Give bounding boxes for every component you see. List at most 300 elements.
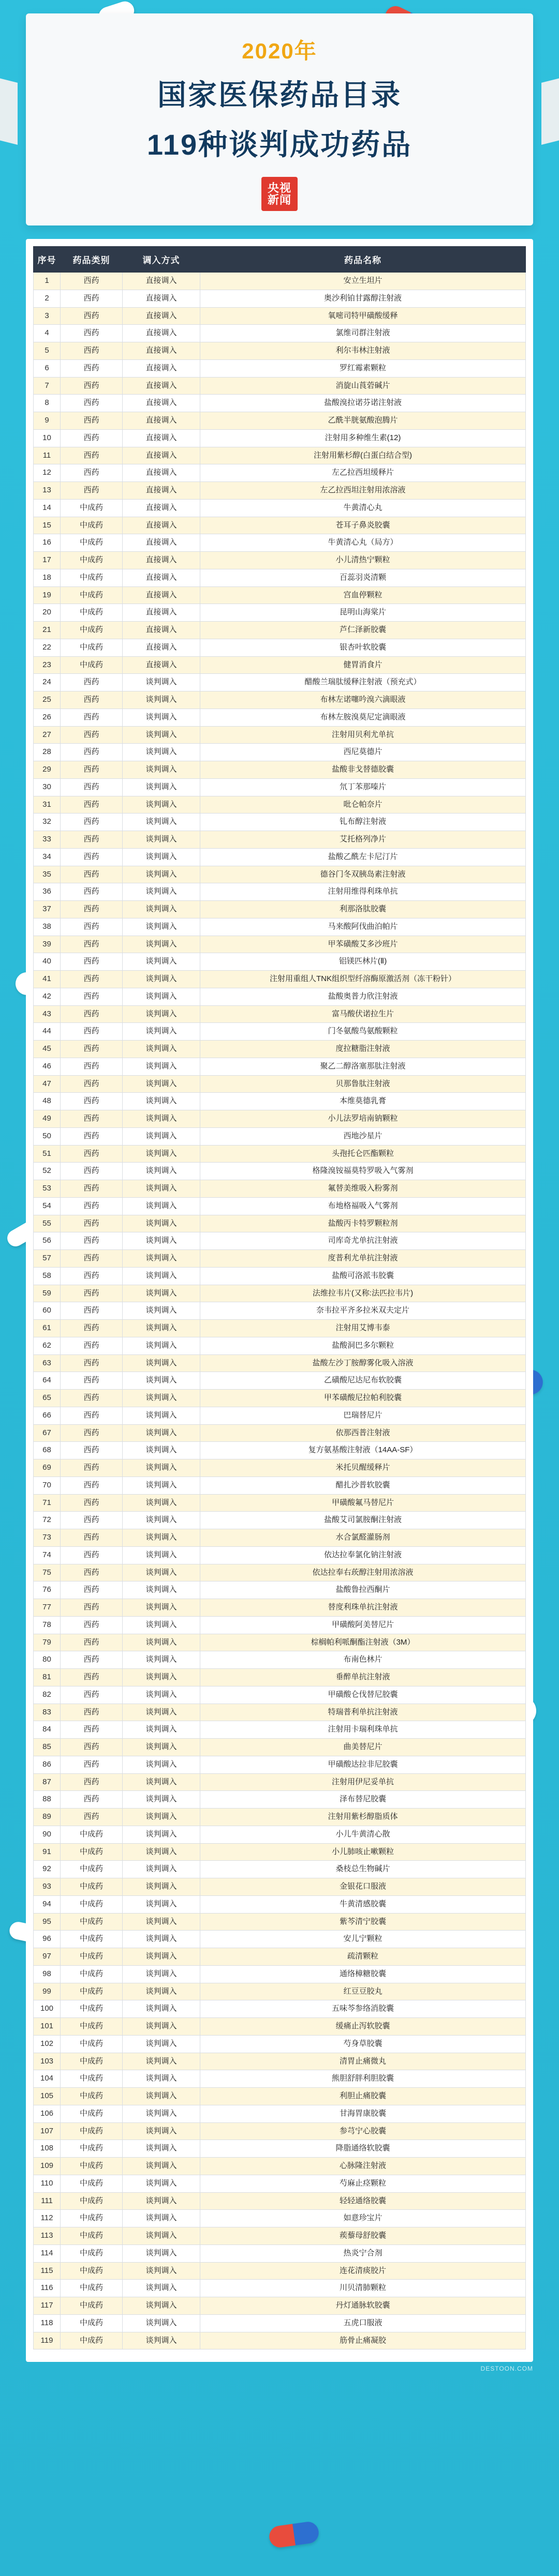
cell-category: 中成药 [61,2244,123,2262]
table-row [34,342,526,360]
cell-no: 18 [34,569,61,586]
cell-no: 6 [34,359,61,377]
cell-mode: 谈判调入 [123,1424,200,1442]
cell-drug-name: 五虎口服液 [200,2314,526,2332]
cell-mode: 谈判调入 [123,761,200,779]
cell-drug-name: 盐酸非戈替德胶囊 [200,761,526,779]
cell-mode: 谈判调入 [123,866,200,883]
cell-drug-name: 布林左胺溴莫尼定滴眼液 [200,709,526,726]
cell-category: 西药 [61,359,123,377]
cell-mode: 谈判调入 [123,1494,200,1512]
cell-drug-name: 健胃消食片 [200,656,526,674]
cell-drug-name: 热炎宁合剂 [200,2244,526,2262]
cell-category: 中成药 [61,2175,123,2192]
cell-mode: 直接调入 [123,586,200,604]
cell-drug-name: 曲美替尼片 [200,1739,526,1756]
table-row [34,1773,526,1791]
table-row [34,1931,526,1948]
table-row [34,1686,526,1704]
table-row [34,1250,526,1268]
cell-mode: 直接调入 [123,429,200,447]
cell-no: 4 [34,325,61,342]
table-row [34,517,526,534]
cell-drug-name: 注射用紫杉醇(白蛋白结合型) [200,447,526,464]
cell-category: 西药 [61,1756,123,1773]
table-row [34,2035,526,2053]
cell-no: 54 [34,1197,61,1215]
table-row [34,1948,526,1966]
cell-mode: 直接调入 [123,290,200,307]
table-body [34,273,526,2349]
cell-no: 108 [34,2140,61,2158]
cell-mode: 谈判调入 [123,1529,200,1547]
cell-drug-name: 铝镁匹林片(Ⅱ) [200,953,526,971]
cell-drug-name: 氧嘧司特甲磺酸缓释 [200,307,526,325]
cell-mode: 谈判调入 [123,2314,200,2332]
cell-mode: 谈判调入 [123,901,200,918]
cell-drug-name: 替度利珠单抗注射液 [200,1599,526,1617]
cell-no: 10 [34,429,61,447]
table-row [34,778,526,796]
cell-mode: 谈判调入 [123,883,200,901]
table-row [34,691,526,709]
cell-no: 98 [34,1965,61,1983]
table-row [34,1965,526,1983]
cell-drug-name: 安儿宁颗粒 [200,1931,526,1948]
cell-mode: 谈判调入 [123,744,200,761]
drug-list-table [33,246,526,2349]
table-row [34,1285,526,1302]
cell-no: 44 [34,1023,61,1041]
table-row [34,1180,526,1198]
cell-no: 23 [34,656,61,674]
cell-drug-name: 度拉糖脂注射液 [200,1041,526,1058]
cell-mode: 谈判调入 [123,1878,200,1896]
cell-mode: 谈判调入 [123,2000,200,2018]
cell-category: 中成药 [61,499,123,517]
cell-mode: 直接调入 [123,447,200,464]
table-row [34,273,526,290]
cell-drug-name: 马来酸阿伐曲泊帕片 [200,918,526,936]
cell-mode: 谈判调入 [123,918,200,936]
cell-drug-name: 罗红霉素颗粒 [200,359,526,377]
table-row [34,464,526,482]
cell-no: 100 [34,2000,61,2018]
cell-no: 38 [34,918,61,936]
table-row [34,2088,526,2105]
cell-mode: 谈判调入 [123,1180,200,1198]
table-row [34,1512,526,1529]
cell-no: 115 [34,2262,61,2280]
cell-mode: 谈判调入 [123,848,200,866]
cell-mode: 谈判调入 [123,726,200,744]
cell-drug-name: 紫芩清宁胶囊 [200,1913,526,1931]
cell-mode: 直接调入 [123,342,200,360]
cell-category: 西药 [61,831,123,849]
cell-no: 64 [34,1372,61,1390]
cell-category: 西药 [61,464,123,482]
cell-drug-name: 布地格福吸入气雾剂 [200,1197,526,1215]
cell-drug-name: 注射用贝利尤单抗 [200,726,526,744]
cell-mode: 谈判调入 [123,1477,200,1494]
cell-category: 西药 [61,1704,123,1721]
cell-no: 111 [34,2192,61,2210]
cell-drug-name: 筋骨止痛凝胶 [200,2332,526,2349]
cell-no: 24 [34,674,61,691]
cell-category: 西药 [61,1686,123,1704]
cell-no: 113 [34,2227,61,2245]
cell-no: 53 [34,1180,61,1198]
cell-no: 81 [34,1669,61,1686]
cell-no: 52 [34,1163,61,1180]
table-row [34,569,526,586]
cell-drug-name: 德谷门冬双胰岛素注射液 [200,866,526,883]
cell-drug-name: 熊胆舒胖利胆胶囊 [200,2070,526,2088]
cell-drug-name: 消旋山莨菪碱片 [200,377,526,395]
cell-category: 中成药 [61,2122,123,2140]
drug-list-table-container [26,239,533,2362]
cell-category: 西药 [61,1739,123,1756]
cell-drug-name: 疏清颗粒 [200,1948,526,1966]
cell-category: 中成药 [61,2297,123,2315]
table-header-row [34,247,526,273]
table-row [34,1215,526,1232]
cell-category: 西药 [61,1075,123,1093]
cell-mode: 谈判调入 [123,1459,200,1477]
table-row [34,1372,526,1390]
ribbon-left [0,72,18,145]
cell-drug-name: 甲磺酸阿美替尼片 [200,1616,526,1634]
cell-no: 2 [34,290,61,307]
cell-drug-name: 依那西普注射液 [200,1424,526,1442]
cell-no: 101 [34,2018,61,2036]
cell-category: 中成药 [61,2000,123,2018]
cell-no: 14 [34,499,61,517]
table-row [34,2297,526,2315]
table-row [34,2227,526,2245]
cell-category: 西药 [61,1669,123,1686]
cell-drug-name: 聚乙二醇洛塞那肽注射液 [200,1058,526,1075]
cell-drug-name: 巴瑞替尼片 [200,1407,526,1424]
table-row [34,622,526,639]
table-row [34,639,526,656]
cell-category: 中成药 [61,2070,123,2088]
cell-category: 西药 [61,1127,123,1145]
cell-drug-name: 甲磺酸仑伐替尼胶囊 [200,1686,526,1704]
cell-mode: 谈判调入 [123,1354,200,1372]
cell-no: 75 [34,1564,61,1581]
cell-category: 西药 [61,866,123,883]
cell-drug-name: 水合氯醛灌肠剂 [200,1529,526,1547]
cell-drug-name: 垂醉单抗注射液 [200,1669,526,1686]
table-row [34,1197,526,1215]
cell-mode: 谈判调入 [123,1983,200,2000]
table-row [34,1878,526,1896]
cell-no: 16 [34,534,61,552]
cell-drug-name: 富马酸伏诺拉生片 [200,1005,526,1023]
cell-drug-name: 盐酸鲁拉西酮片 [200,1581,526,1599]
table-row [34,1459,526,1477]
cell-no: 92 [34,1861,61,1878]
cell-no: 69 [34,1459,61,1477]
cell-category: 西药 [61,1163,123,1180]
table-row [34,1041,526,1058]
cell-mode: 谈判调入 [123,2018,200,2036]
cell-mode: 谈判调入 [123,1250,200,1268]
cell-category: 中成药 [61,1913,123,1931]
cell-category: 西药 [61,1041,123,1058]
table-row [34,866,526,883]
cell-category: 西药 [61,290,123,307]
table-row [34,499,526,517]
cell-mode: 谈判调入 [123,1127,200,1145]
cell-mode: 谈判调入 [123,1861,200,1878]
cell-drug-name: 门冬氨酸鸟氨酸颗粒 [200,1023,526,1041]
cell-category: 中成药 [61,2280,123,2297]
cell-no: 93 [34,1878,61,1896]
cell-category: 西药 [61,778,123,796]
cell-no: 86 [34,1756,61,1773]
cell-no: 82 [34,1686,61,1704]
table-row [34,2280,526,2297]
cell-mode: 谈判调入 [123,1721,200,1739]
cell-category: 中成药 [61,517,123,534]
cell-no: 105 [34,2088,61,2105]
table-row [34,918,526,936]
cell-drug-name: 桑枝总生物碱片 [200,1861,526,1878]
cell-category: 中成药 [61,2332,123,2349]
cell-no: 27 [34,726,61,744]
table-row [34,1546,526,1564]
table-row [34,1337,526,1354]
cell-mode: 谈判调入 [123,1005,200,1023]
cell-drug-name: 乙酰半胱氨酸泡腾片 [200,412,526,430]
cell-no: 9 [34,412,61,430]
cell-drug-name: 清胃止痛微丸 [200,2053,526,2070]
cell-category: 中成药 [61,1861,123,1878]
table-row [34,971,526,988]
cell-no: 97 [34,1948,61,1966]
table-row [34,2000,526,2018]
cell-mode: 谈判调入 [123,2053,200,2070]
cell-mode: 谈判调入 [123,2192,200,2210]
table-row [34,1721,526,1739]
column-header-drug-name: 药品名称 [200,247,526,273]
cell-mode: 谈判调入 [123,1913,200,1931]
cell-mode: 直接调入 [123,552,200,569]
cell-category: 西药 [61,1023,123,1041]
cell-mode: 谈判调入 [123,1093,200,1110]
cell-category: 中成药 [61,2140,123,2158]
cell-drug-name: 醋扎沙普软胶囊 [200,1477,526,1494]
table-header [34,247,526,273]
cell-no: 106 [34,2105,61,2122]
cell-drug-name: 甲磺酸氟马替尼片 [200,1494,526,1512]
cell-mode: 谈判调入 [123,971,200,988]
cell-category: 西药 [61,1512,123,1529]
cell-category: 西药 [61,901,123,918]
cell-mode: 谈判调入 [123,1197,200,1215]
cell-category: 西药 [61,971,123,988]
cell-category: 西药 [61,1058,123,1075]
cell-no: 50 [34,1127,61,1145]
cell-no: 17 [34,552,61,569]
cell-category: 西药 [61,1407,123,1424]
cell-drug-name: 钆布醇注射液 [200,814,526,831]
cell-mode: 谈判调入 [123,1372,200,1390]
cell-no: 90 [34,1826,61,1843]
cell-mode: 谈判调入 [123,2332,200,2349]
cell-category: 西药 [61,1424,123,1442]
column-header-mode: 调入方式 [123,247,200,273]
cell-no: 70 [34,1477,61,1494]
cell-category: 西药 [61,307,123,325]
cell-drug-name: 奈韦拉平齐多拉米双夫定片 [200,1302,526,1320]
cell-category: 西药 [61,1372,123,1390]
cell-drug-name: 司库奇尤单抗注射液 [200,1232,526,1250]
table-row [34,2018,526,2036]
cell-category: 西药 [61,1250,123,1268]
cell-no: 8 [34,395,61,412]
cell-category: 西药 [61,1616,123,1634]
cell-drug-name: 注射用重组人TNK组织型纤溶酶原激活剂（冻干粉针） [200,971,526,988]
cell-drug-name: 盐酸可洛派韦胶囊 [200,1267,526,1285]
cell-drug-name: 甲磺酸达拉非尼胶囊 [200,1756,526,1773]
cell-drug-name: 度普利尤单抗注射液 [200,1250,526,1268]
column-header-category: 药品类别 [61,247,123,273]
cell-no: 32 [34,814,61,831]
table-row [34,482,526,500]
cell-no: 61 [34,1320,61,1337]
table-row [34,1739,526,1756]
cell-no: 28 [34,744,61,761]
cell-mode: 直接调入 [123,604,200,622]
cell-category: 西药 [61,918,123,936]
cell-mode: 直接调入 [123,377,200,395]
cell-category: 西药 [61,1809,123,1826]
cell-drug-name: 法维拉韦片(又称:法匹拉韦片) [200,1285,526,1302]
cell-mode: 谈判调入 [123,2070,200,2088]
cell-category: 西药 [61,1529,123,1547]
cell-drug-name: 川贝清肺颗粒 [200,2280,526,2297]
cell-category: 西药 [61,988,123,1005]
cell-category: 西药 [61,796,123,814]
table-row [34,1005,526,1023]
cell-mode: 谈判调入 [123,1739,200,1756]
table-row [34,2158,526,2175]
cell-drug-name: 棕榈帕利哌酮酯注射液（3M） [200,1634,526,1651]
cell-category: 西药 [61,848,123,866]
cell-drug-name: 小儿清热宁颗粒 [200,552,526,569]
cell-category: 西药 [61,1302,123,1320]
cell-mode: 谈判调入 [123,1931,200,1948]
cell-mode: 谈判调入 [123,2122,200,2140]
column-header-no: 序号 [34,247,61,273]
cell-mode: 谈判调入 [123,1512,200,1529]
cell-category: 西药 [61,395,123,412]
cell-mode: 谈判调入 [123,831,200,849]
cell-category: 西药 [61,953,123,971]
cell-mode: 谈判调入 [123,1948,200,1966]
cell-mode: 谈判调入 [123,1075,200,1093]
cell-category: 西药 [61,1477,123,1494]
table-row [34,883,526,901]
cell-category: 中成药 [61,2262,123,2280]
cell-mode: 谈判调入 [123,2158,200,2175]
cell-category: 西药 [61,1564,123,1581]
cell-category: 中成药 [61,2088,123,2105]
cell-category: 中成药 [61,1843,123,1861]
ribbon-right [541,72,559,145]
cell-mode: 谈判调入 [123,1058,200,1075]
cell-no: 109 [34,2158,61,2175]
cell-no: 80 [34,1651,61,1669]
table-row [34,1407,526,1424]
cell-category: 中成药 [61,1826,123,1843]
cell-mode: 谈判调入 [123,2227,200,2245]
cell-category: 西药 [61,377,123,395]
cell-category: 中成药 [61,656,123,674]
cell-no: 43 [34,1005,61,1023]
table-row [34,1634,526,1651]
table-row [34,1320,526,1337]
cell-category: 中成药 [61,1948,123,1966]
cell-no: 22 [34,639,61,656]
cell-mode: 谈判调入 [123,1704,200,1721]
cell-mode: 谈判调入 [123,2280,200,2297]
cell-mode: 直接调入 [123,325,200,342]
cell-drug-name: 心脉隆注射液 [200,2158,526,2175]
cell-mode: 谈判调入 [123,778,200,796]
cell-category: 西药 [61,1354,123,1372]
cell-no: 73 [34,1529,61,1547]
cell-drug-name: 通络樟糖胶囊 [200,1965,526,1983]
cell-no: 67 [34,1424,61,1442]
cell-category: 西药 [61,1634,123,1651]
cell-drug-name: 依达拉奉右莰醇注射用浓溶液 [200,1564,526,1581]
cell-drug-name: 吡仑帕奈片 [200,796,526,814]
cell-no: 5 [34,342,61,360]
cell-category: 西药 [61,726,123,744]
cell-drug-name: 五味芩参络消胶囊 [200,2000,526,2018]
cell-mode: 谈判调入 [123,1599,200,1617]
cell-drug-name: 盐酸乙酰左卡尼汀片 [200,848,526,866]
cell-mode: 谈判调入 [123,1215,200,1232]
cell-drug-name: 头孢托仑匹酯颗粒 [200,1145,526,1163]
cell-category: 西药 [61,1110,123,1128]
cell-category: 中成药 [61,534,123,552]
cell-drug-name: 布林左诺噻吟溴六滴眼液 [200,691,526,709]
table-row [34,726,526,744]
table-row [34,534,526,552]
cell-no: 26 [34,709,61,726]
cell-drug-name: 氘丁苯那嗪片 [200,778,526,796]
cell-category: 西药 [61,1459,123,1477]
cell-category: 西药 [61,691,123,709]
cell-mode: 谈判调入 [123,953,200,971]
table-row [34,1983,526,2000]
cell-mode: 谈判调入 [123,1407,200,1424]
table-row [34,761,526,779]
table-row [34,1390,526,1407]
cell-drug-name: 苍耳子鼻炎胶囊 [200,517,526,534]
cell-no: 102 [34,2035,61,2053]
cell-drug-name: 芍麻止痉颗粒 [200,2175,526,2192]
cell-category: 西药 [61,674,123,691]
cell-mode: 谈判调入 [123,1041,200,1058]
cell-drug-name: 奥沙利铂甘露醇注射液 [200,290,526,307]
table-row [34,2332,526,2349]
